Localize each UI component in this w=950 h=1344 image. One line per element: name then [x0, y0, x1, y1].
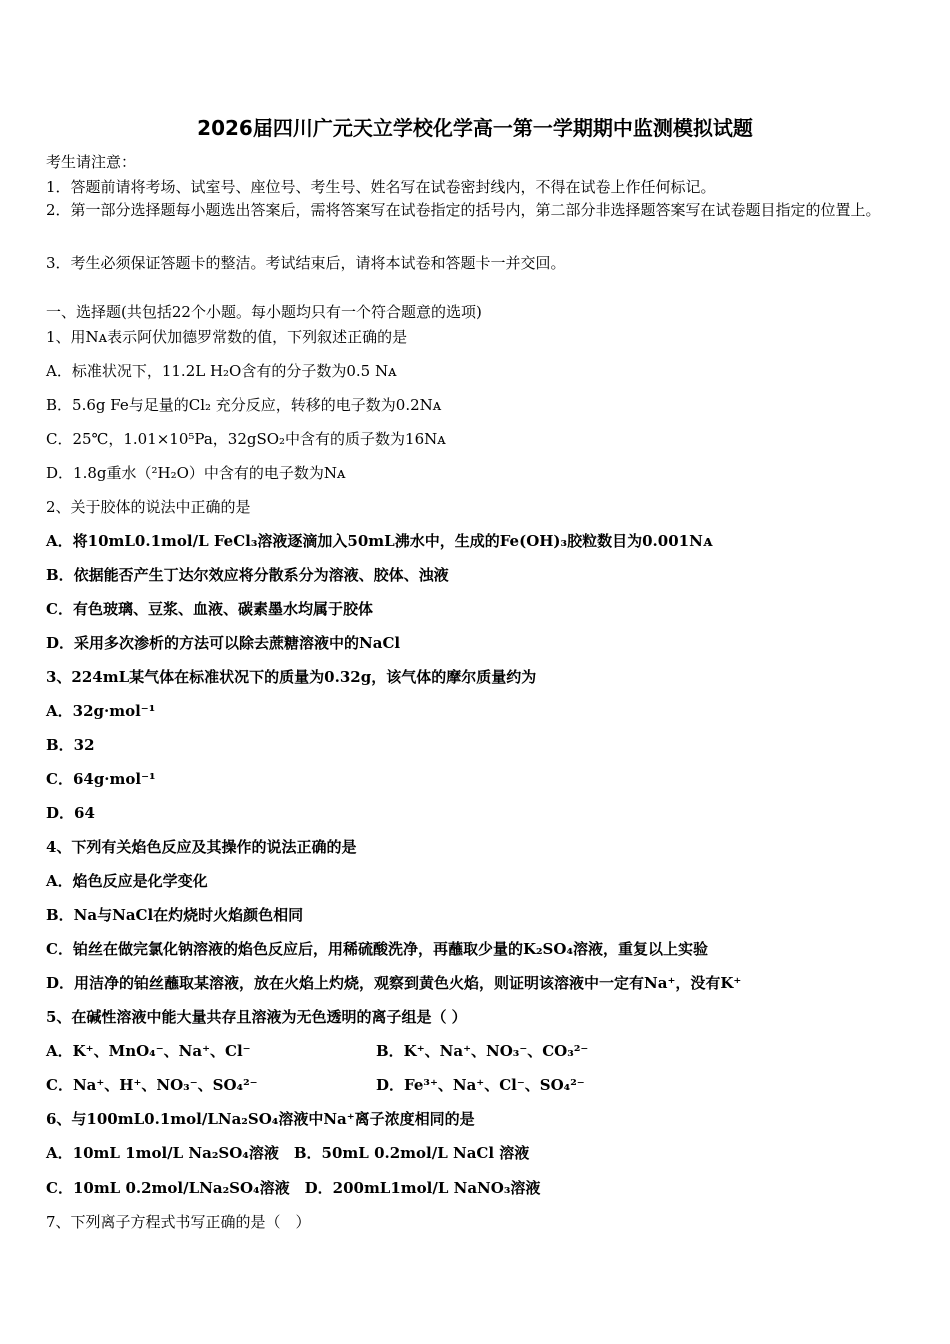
option: D．64 [46, 804, 95, 822]
option: A．10mL 1mol/L Na₂SO₄溶液 B．50mL 0.2mol/L NaCl 溶液 [46, 1144, 530, 1162]
option: B．Na与NaCl在灼烧时火焰颜色相同 [46, 906, 304, 924]
option: B．32 [46, 736, 95, 754]
question-stem: 3、224mL某气体在标准状况下的质量为0.32g，该气体的摩尔质量约为 [46, 668, 537, 686]
option: C．有色玻璃、豆浆、血液、碳素墨水均属于胶体 [46, 600, 373, 618]
option: A．将10mL0.1mol/L FeCl₃溶液逐滴加入50mL沸水中，生成的Fe(OH)₃胶粒数目为0.001Nᴀ [46, 532, 713, 550]
option: D．Fe³⁺、Na⁺、Cl⁻、SO₄²⁻ [376, 1076, 585, 1094]
question-stem: 5、在碱性溶液中能大量共存且溶液为无色透明的离子组是（ ） [46, 1008, 467, 1026]
notice-item: 1．答题前请将考场、试室号、座位号、考生号、姓名写在试卷密封线内，不得在试卷上作任何标记。 [46, 178, 716, 196]
option: A．32g·mol⁻¹ [46, 702, 156, 720]
question-stem: 2、关于胶体的说法中正确的是 [46, 498, 251, 516]
question-stem: 1、用Nᴀ表示阿伏加德罗常数的值，下列叙述正确的是 [46, 328, 408, 346]
option: D．1.8g重水（²H₂O）中含有的电子数为Nᴀ [46, 464, 346, 482]
option: B．依据能否产生丁达尔效应将分散系分为溶液、胶体、浊液 [46, 566, 449, 584]
option: A．K⁺、MnO₄⁻、Na⁺、Cl⁻ [46, 1042, 251, 1060]
option: A．焰色反应是化学变化 [46, 872, 208, 890]
notice-item: 2．第一部分选择题每小题选出答案后，需将答案写在试卷指定的括号内，第二部分非选择题答案写在试卷题目指定的位置上。 [46, 201, 881, 219]
option: C．64g·mol⁻¹ [46, 770, 156, 788]
option: A．标准状况下，11.2L H₂O含有的分子数为0.5 Nᴀ [46, 362, 397, 380]
option: B．K⁺、Na⁺、NO₃⁻、CO₃²⁻ [376, 1042, 589, 1060]
question-stem: 7、下列离子方程式书写正确的是（ ） [46, 1213, 311, 1231]
notice-heading: 考生请注意： [46, 153, 137, 171]
question-stem: 4、下列有关焰色反应及其操作的说法正确的是 [46, 838, 357, 856]
option: C．10mL 0.2mol/LNa₂SO₄溶液 D．200mL1mol/L NaNO₃溶液 [46, 1179, 541, 1197]
option: C．铂丝在做完氯化钠溶液的焰色反应后，用稀硫酸洗净，再蘸取少量的K₂SO₄溶液，重复以上实验 [46, 940, 709, 958]
option: C．25℃，1.01×10⁵Pa，32gSO₂中含有的质子数为16Nᴀ [46, 430, 446, 448]
notice-item: 3．考生必须保证答题卡的整洁。考试结束后，请将本试卷和答题卡一并交回。 [46, 254, 566, 272]
option: C．Na⁺、H⁺、NO₃⁻、SO₄²⁻ [46, 1076, 258, 1094]
page-title: 2026届四川广元天立学校化学高一第一学期期中监测模拟试题 [197, 116, 753, 140]
option: B．5.6g Fe与足量的Cl₂ 充分反应，转移的电子数为0.2Nᴀ [46, 396, 442, 414]
question-stem: 6、与100mL0.1mol/LNa₂SO₄溶液中Na⁺离子浓度相同的是 [46, 1110, 475, 1128]
option: D．用洁净的铂丝蘸取某溶液，放在火焰上灼烧，观察到黄色火焰，则证明该溶液中一定有Na⁺，没有K⁺ [46, 974, 742, 992]
option: D．采用多次渗析的方法可以除去蔗糖溶液中的NaCl [46, 634, 401, 652]
section-heading: 一、选择题(共包括22个小题。每小题均只有一个符合题意的选项) [46, 303, 482, 321]
